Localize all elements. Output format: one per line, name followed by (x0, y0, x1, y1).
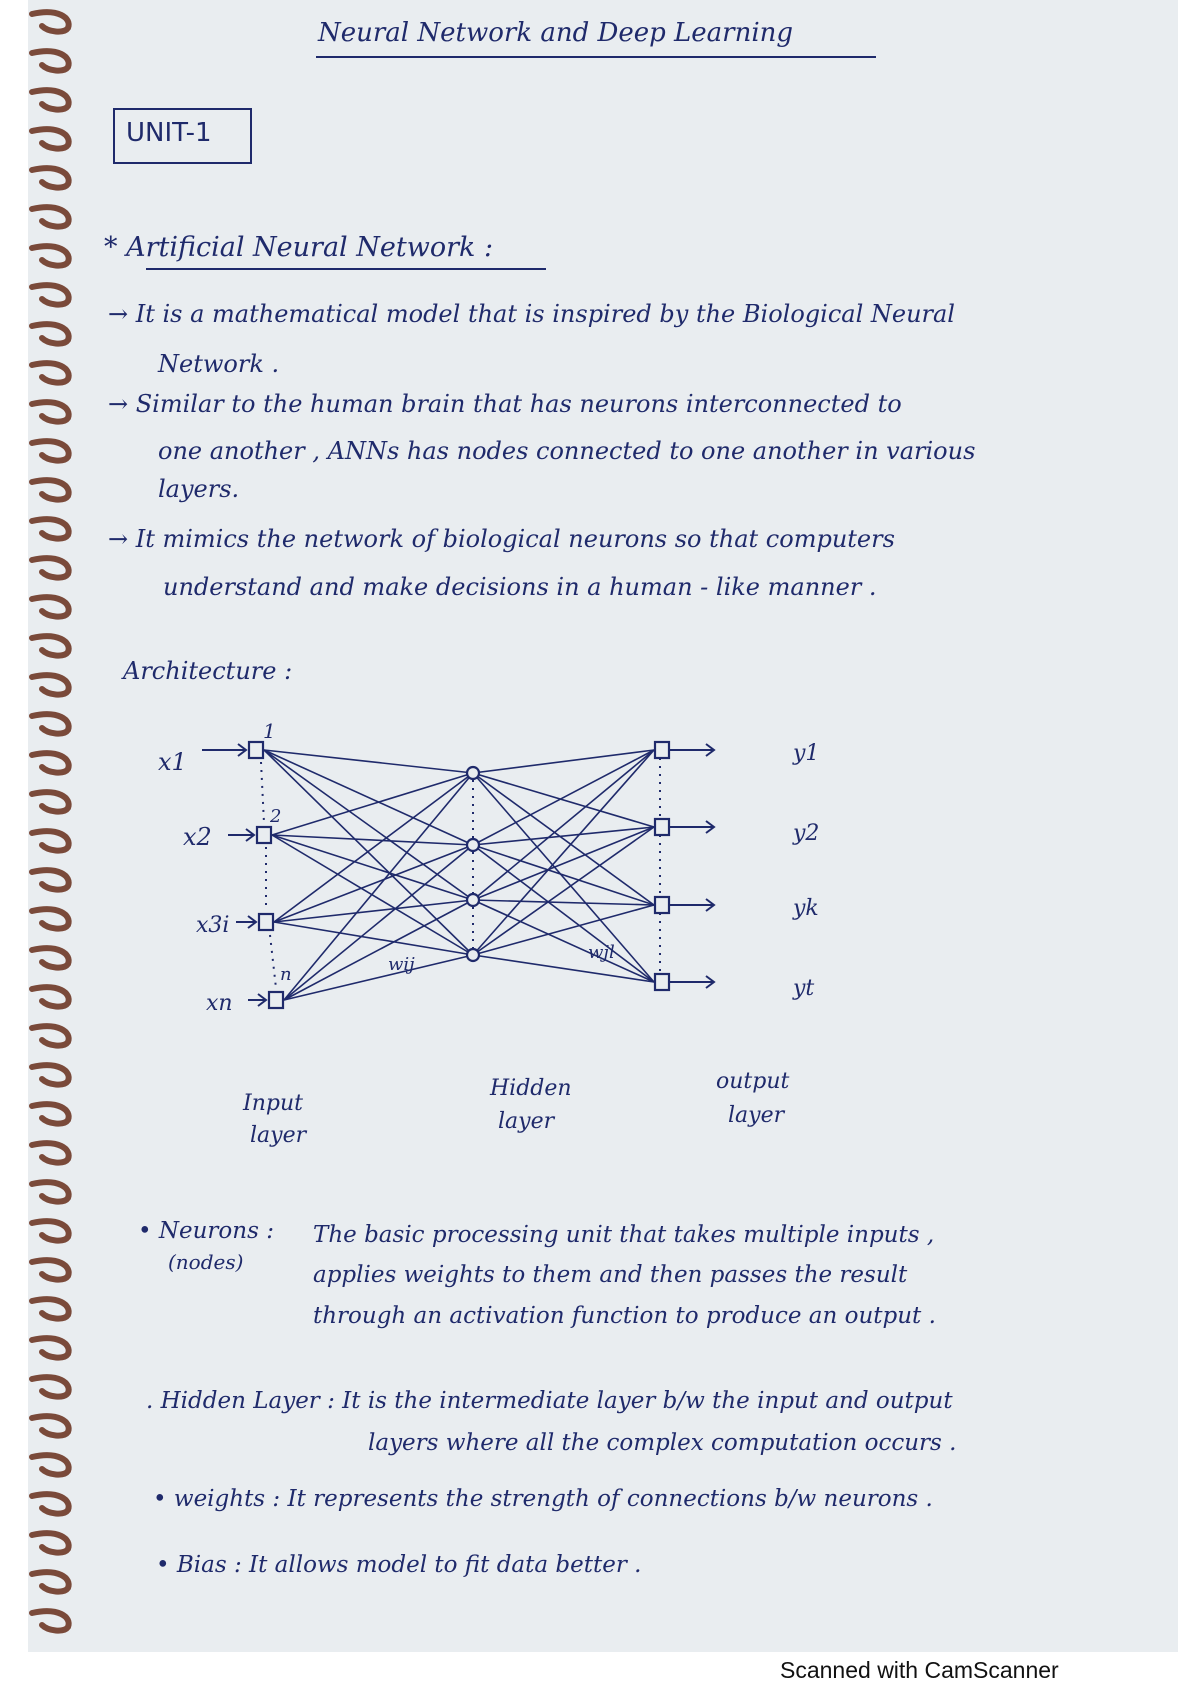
spiral-ring (32, 207, 69, 226)
weight-label-wjl: wjl (588, 942, 615, 963)
intro-line: layers. (158, 475, 240, 503)
section-heading: * Artificial Neural Network : (104, 232, 494, 263)
spiral-ring (32, 1377, 69, 1396)
intro-line: → Similar to the human brain that has neurons interconnected to (108, 390, 902, 418)
connection-edge (473, 827, 654, 845)
input-arrow (248, 994, 266, 1006)
input-layer-label: layer (250, 1123, 307, 1148)
output-label-y2: y2 (793, 821, 820, 846)
connection-edge (473, 845, 654, 982)
spiral-ring (32, 1143, 69, 1162)
spiral-ring (32, 402, 69, 421)
bullet-neurons-sub: (nodes) (168, 1250, 244, 1274)
input-arrow (236, 916, 256, 928)
output-arrow (670, 744, 714, 756)
input-index-2: 2 (270, 806, 282, 827)
output-node (655, 974, 669, 990)
spiral-ring (32, 1260, 69, 1279)
connection-edge (272, 835, 473, 845)
connection-edge (284, 773, 473, 1000)
connection-edge (473, 955, 654, 982)
input-arrow (202, 744, 246, 756)
spiral-ring (32, 1533, 69, 1552)
input-node (249, 742, 263, 758)
output-node (655, 819, 669, 835)
bullet-weights: • weights : It represents the strength of connections b/w neurons . (153, 1486, 933, 1512)
output-layer-label: output (716, 1069, 790, 1094)
intro-line: one another , ANNs has nodes connected to one another in various (158, 437, 976, 465)
input-index-n: n (280, 964, 292, 985)
input-layer-label: Input (243, 1091, 303, 1116)
spiral-ring (32, 1416, 69, 1435)
spiral-ring (32, 1338, 69, 1357)
connection-edge (264, 750, 473, 900)
ellipsis-dots (261, 762, 264, 823)
spiral-ring (32, 558, 69, 577)
connection-edge (274, 773, 473, 922)
connection-edge (264, 750, 473, 773)
neural-network-diagram (138, 710, 898, 1180)
intro-line: → It mimics the network of biological neurons so that computers (108, 525, 895, 553)
output-label-y1: y1 (793, 741, 820, 766)
spiral-ring (32, 753, 69, 772)
bullet-neurons-text: The basic processing unit that takes multiple inputs , (313, 1222, 935, 1248)
input-label-x1: x1 (158, 748, 187, 776)
spiral-ring (32, 1494, 69, 1513)
input-index-1: 1 (263, 719, 276, 743)
spiral-ring (32, 324, 69, 343)
input-node (257, 827, 271, 843)
connection-edge (473, 900, 654, 905)
connection-edge (473, 750, 654, 845)
connection-edge (473, 773, 654, 905)
spiral-ring (32, 285, 69, 304)
connection-edge (473, 845, 654, 905)
intro-line: → It is a mathematical model that is inspired by the Biological Neural (108, 300, 955, 328)
spiral-ring (32, 987, 69, 1006)
spiral-ring (32, 1026, 69, 1045)
spiral-ring (32, 129, 69, 148)
architecture-label: Architecture : (123, 657, 293, 685)
connection-edge (272, 835, 473, 955)
bullet-neurons-text: through an activation function to produce an output . (313, 1303, 936, 1329)
unit-label: UNIT-1 (126, 118, 212, 148)
spiral-ring (32, 1221, 69, 1240)
bullet-hidden-layer: . Hidden Layer : It is the intermediate layer b/w the input and output (146, 1388, 953, 1414)
input-arrow (228, 829, 254, 841)
spiral-ring (32, 675, 69, 694)
output-node (655, 742, 669, 758)
spiral-ring (32, 870, 69, 889)
connection-edge (264, 750, 473, 955)
connection-edge (264, 750, 473, 845)
spiral-ring (32, 1065, 69, 1084)
connection-edge (473, 827, 654, 900)
spiral-ring (32, 519, 69, 538)
output-node (655, 897, 669, 913)
hidden-node (467, 767, 479, 779)
intro-line: understand and make decisions in a human - like manner . (163, 573, 877, 601)
output-arrow (670, 899, 714, 911)
hidden-node (467, 949, 479, 961)
spiral-ring (32, 636, 69, 655)
input-label-x3i: x3i (196, 913, 230, 938)
bullet-hidden-layer-cont: layers where all the complex computation occurs . (368, 1430, 957, 1456)
hidden-node (467, 839, 479, 851)
spiral-ring (32, 168, 69, 187)
bullet-neurons-term: • Neurons : (138, 1218, 274, 1244)
input-node (269, 992, 283, 1008)
hidden-node (467, 894, 479, 906)
connection-edge (473, 827, 654, 955)
input-label-xn: xn (206, 991, 233, 1016)
output-layer-label: layer (728, 1103, 785, 1128)
output-label-yt: yt (793, 976, 815, 1001)
spiral-ring (32, 12, 69, 31)
spiral-ring (32, 1182, 69, 1201)
connection-edge (473, 750, 654, 773)
ellipsis-dots (270, 935, 276, 988)
spiral-ring (32, 948, 69, 967)
spiral-ring (32, 1299, 69, 1318)
spiral-ring (32, 1572, 69, 1591)
spiral-binding (28, 0, 108, 1652)
connection-edge (272, 773, 473, 835)
spiral-ring (32, 51, 69, 70)
spiral-ring (32, 363, 69, 382)
weight-label-wij: wij (388, 954, 415, 975)
output-label-yk: yk (793, 896, 819, 921)
notebook-page (28, 0, 1178, 1652)
spiral-ring (32, 1611, 69, 1630)
spiral-ring (32, 597, 69, 616)
spiral-ring (32, 480, 69, 499)
hidden-layer-label: layer (498, 1109, 555, 1134)
output-arrow (670, 976, 714, 988)
spiral-ring (32, 714, 69, 733)
scanner-watermark: Scanned with CamScanner (780, 1657, 1059, 1683)
title-underline (316, 56, 876, 58)
bullet-bias: • Bias : It allows model to fit data better . (156, 1552, 642, 1578)
intro-line: Network . (158, 350, 280, 378)
output-arrow (670, 821, 714, 833)
connection-edge (272, 835, 473, 900)
spiral-ring (32, 441, 69, 460)
bullet-neurons-text: applies weights to them and then passes the result (313, 1262, 908, 1288)
page-title: Neural Network and Deep Learning (318, 18, 794, 48)
spiral-ring (32, 1104, 69, 1123)
spiral-ring (32, 909, 69, 928)
spiral-ring (32, 90, 69, 109)
spiral-ring (32, 246, 69, 265)
heading-underline (146, 268, 546, 270)
spiral-ring (32, 1455, 69, 1474)
spiral-ring (32, 792, 69, 811)
hidden-layer-label: Hidden (490, 1076, 572, 1101)
input-node (259, 914, 273, 930)
spiral-ring (32, 831, 69, 850)
input-label-x2: x2 (183, 823, 212, 851)
